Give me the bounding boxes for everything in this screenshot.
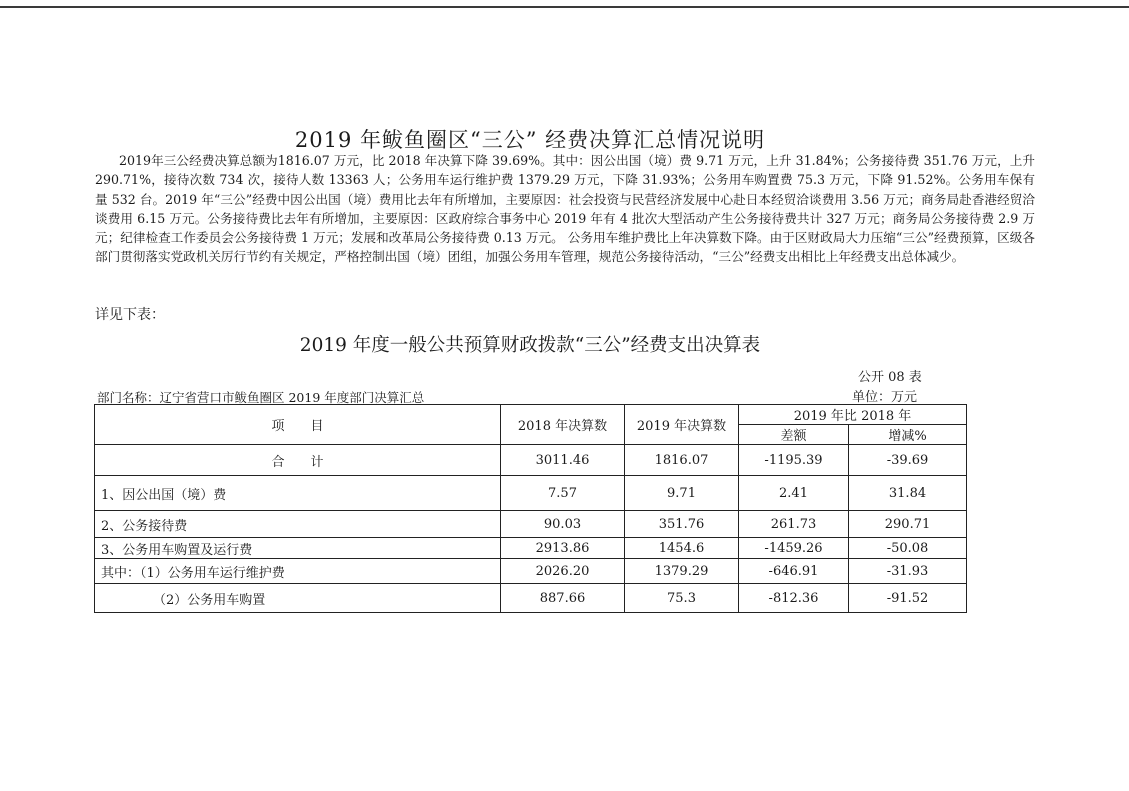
row-item: 合 计	[95, 445, 501, 476]
row-item: 1、因公出国（境）费	[95, 476, 501, 511]
row-item: （2）公务用车购置	[95, 584, 501, 613]
document-title: 2019 年鲅鱼圈区“三公” 经费决算汇总情况说明	[294, 128, 766, 152]
department-name: 部门名称：辽宁省营口市鲅鱼圈区 2019 年度部门决算汇总	[97, 390, 425, 405]
row-2019-value: 1454.6	[625, 538, 739, 559]
form-number: 公开 08 表	[858, 370, 922, 385]
row-percent-change: -91.52	[849, 584, 967, 613]
table-title: 2019 年度一般公共预算财政拨款“三公”经费支出决算表	[299, 335, 761, 356]
row-percent-change: 290.71	[849, 511, 967, 538]
see-below-label: 详见下表：	[95, 307, 165, 323]
row-difference: -1459.26	[739, 538, 849, 559]
scan-top-border	[0, 6, 1129, 8]
table-row	[95, 511, 967, 538]
row-2019-value: 351.76	[625, 511, 739, 538]
intro-paragraph: 2019年三公经费决算总额为1816.07 万元，比 2018 年决算下降 39.69%。其中：因公出国（境）费 9.71 万元，上升 31.84%；公务接待费 351.76 万元，上升 290.71%，接待次数 734 次，接待人数 13363 人；公务用车运行维护费 1379.29 万元，下降 31.93%；公务用车购置费 75.3 万元，下降 91.52%。公务用车保有量 532 台。2019 年“三公”经费中因公出国（境）费用比去年有所增加，主要原因：社会投资与民营经济发展中心赴日本经贸洽谈费用 3.56 万元；商务局赴香港经贸洽谈费用 6.15 万元。公务接待费比去年有所增加，主要原因：区政府综合事务中心 2019 年有 4 批次大型活动产生公务接待费共计 327 万元；商务局公务接待费 2.9 万元；纪律检查工作委员会公务接待费 1 万元；发展和改革局公务接待费 0.13 万元。 公务用车维护费比上年决算数下降。由于区财政局大力压缩“三公”经费预算，区级各部门贯彻落实党政机关厉行节约有关规定，严格控制出国（境）团组，加强公务用车管理，规范公务接待活动，“三公”经费支出相比上年经费支出总体减少。	[95, 153, 1035, 265]
row-difference: -812.36	[739, 584, 849, 613]
table-row-total	[95, 445, 967, 476]
row-difference: -1195.39	[739, 445, 849, 476]
expenditure-table	[94, 404, 967, 613]
row-2019-value: 1816.07	[625, 445, 739, 476]
row-2019-value: 1379.29	[625, 559, 739, 584]
row-item: 2、公务接待费	[95, 511, 501, 538]
header-percent-change: 增减%	[849, 425, 967, 445]
header-2018: 2018 年决算数	[501, 405, 625, 445]
row-difference: 261.73	[739, 511, 849, 538]
header-comparison: 2019 年比 2018 年	[739, 405, 967, 425]
row-2019-value: 75.3	[625, 584, 739, 613]
table-row	[95, 476, 967, 511]
table-row	[95, 559, 967, 584]
unit-label: 单位：万元	[852, 390, 918, 405]
table-row	[95, 584, 967, 613]
row-percent-change: -50.08	[849, 538, 967, 559]
row-2019-value: 9.71	[625, 476, 739, 511]
row-2018-value: 887.66	[501, 584, 625, 613]
row-2018-value: 2913.86	[501, 538, 625, 559]
row-2018-value: 3011.46	[501, 445, 625, 476]
row-difference: 2.41	[739, 476, 849, 511]
row-2018-value: 7.57	[501, 476, 625, 511]
row-percent-change: 31.84	[849, 476, 967, 511]
table-header-row	[95, 405, 967, 425]
row-2018-value: 90.03	[501, 511, 625, 538]
row-percent-change: -31.93	[849, 559, 967, 584]
header-2019: 2019 年决算数	[625, 405, 739, 445]
row-difference: -646.91	[739, 559, 849, 584]
row-2018-value: 2026.20	[501, 559, 625, 584]
header-item: 项 目	[95, 405, 501, 445]
row-item: 3、公务用车购置及运行费	[95, 538, 501, 559]
row-item: 其中：（1）公务用车运行维护费	[95, 559, 501, 584]
row-percent-change: -39.69	[849, 445, 967, 476]
table-row	[95, 538, 967, 559]
header-difference: 差额	[739, 425, 849, 445]
